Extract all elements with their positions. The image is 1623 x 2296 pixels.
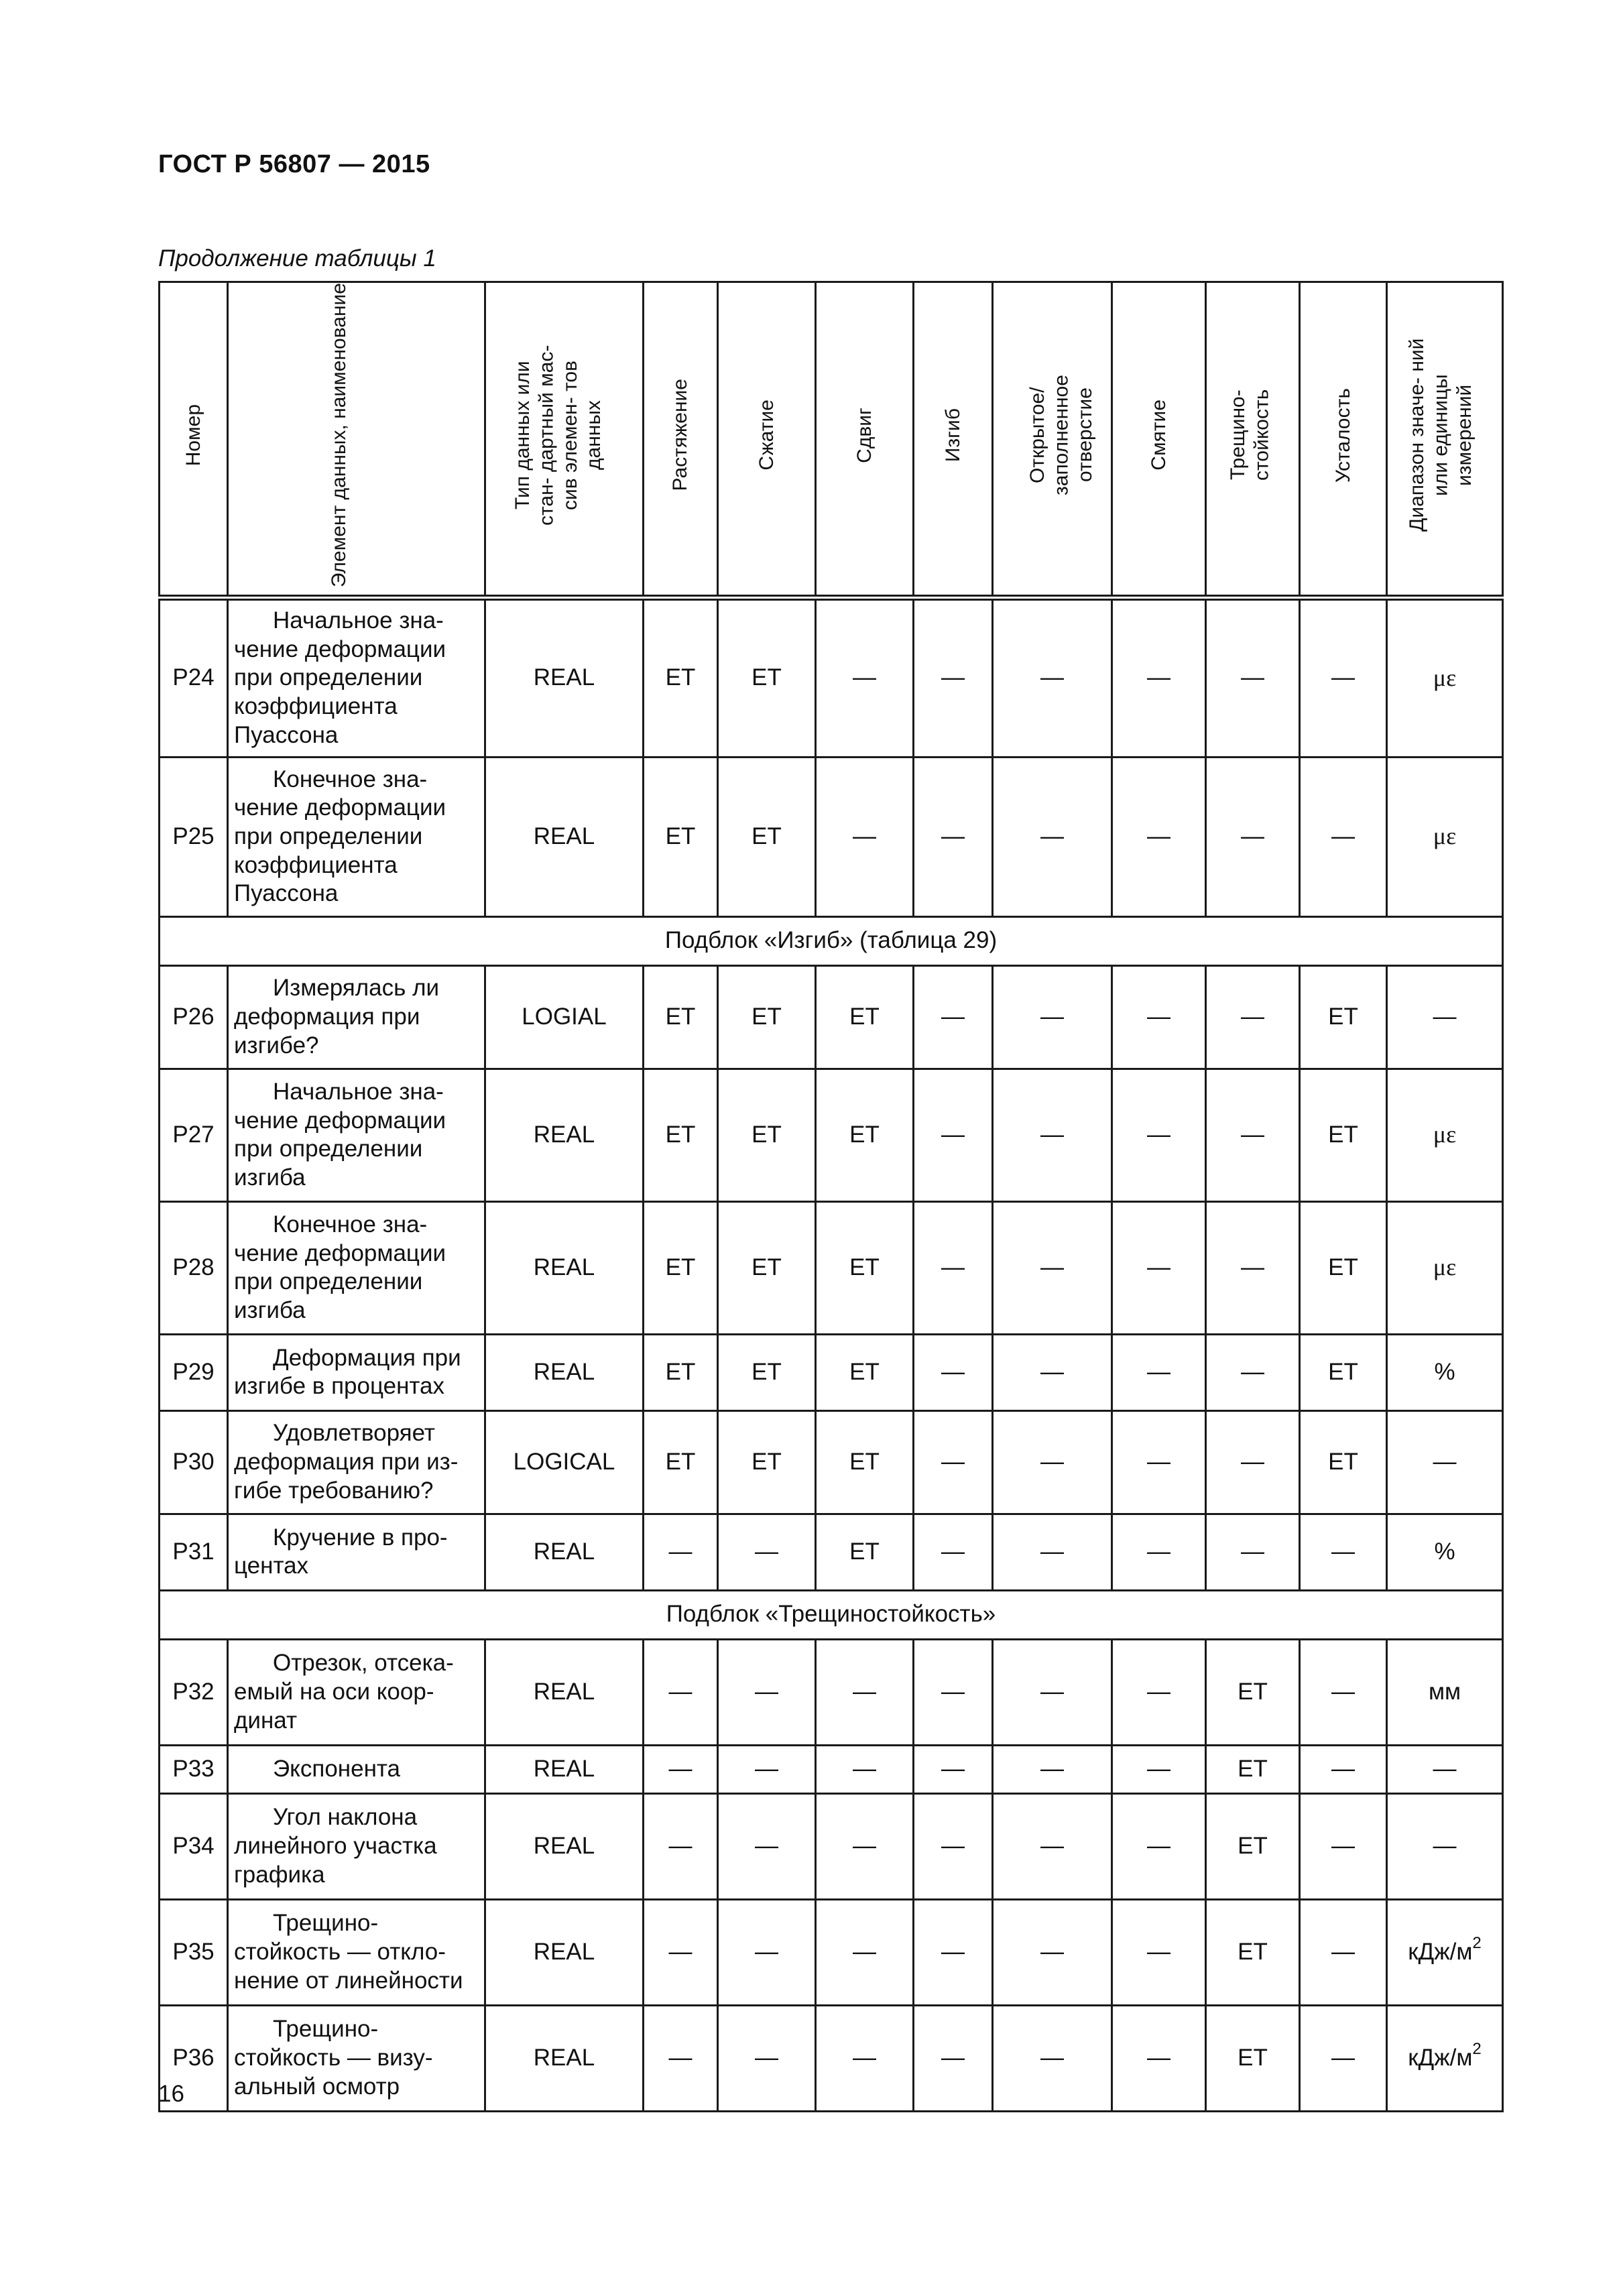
table-row [160,1514,1503,1590]
mark-bending: — [914,1793,993,1899]
table-caption: Продолжение таблицы 1 [158,245,436,271]
mark-open-hole: — [993,597,1112,757]
mark-shear: ET [816,1069,914,1201]
mark-shear: ET [816,1334,914,1410]
row-unit: % [1387,1334,1503,1410]
row-element-name: Кручение в про- центах [228,1514,485,1590]
mark-bearing: — [1112,965,1206,1069]
row-number: P27 [160,1069,228,1201]
mark-shear: — [816,1793,914,1899]
row-data-type: LOGIAL [485,965,644,1069]
mark-tension: ET [644,1201,718,1334]
mark-fatigue: — [1300,1899,1387,2005]
row-number: P35 [160,1899,228,2005]
row-data-type: REAL [485,757,644,916]
mark-tension: — [644,2005,718,2111]
row-data-type: REAL [485,597,644,757]
mark-open-hole: — [993,1069,1112,1201]
mark-fatigue: — [1300,1514,1387,1590]
row-element-name: Отрезок, отсека- емый на оси коор- динат [228,1639,485,1745]
page-number: 16 [158,2081,184,2107]
mark-fatigue: ET [1300,1334,1387,1410]
col-header-compression [718,282,816,598]
mark-shear: — [816,2005,914,2111]
mark-fatigue: — [1300,1639,1387,1745]
col-header-range-units [1387,282,1503,598]
col-header-label: Тип данных или стан- дартный мас- сив элемен- тов данных [511,345,605,526]
col-header-open-hole [993,282,1112,598]
mark-compression: ET [718,757,816,916]
table-body [160,597,1503,2111]
row-element-name: Начальное зна- чение деформации при определении изгиба [228,1069,485,1201]
mark-compression: — [718,2005,816,2111]
mark-tension: — [644,1899,718,2005]
row-unit: кДж/$м^2$ [1387,2005,1503,2111]
mark-open-hole: — [993,1201,1112,1334]
mark-compression: — [718,1639,816,1745]
mark-fracture-toughness: — [1206,1410,1300,1514]
table-row [160,1069,1503,1201]
row-number: P33 [160,1745,228,1793]
col-header-label: Изгиб [941,408,964,463]
document-header: ГОСТ Р 56807 — 2015 [158,150,430,178]
row-number: P28 [160,1201,228,1334]
mark-tension: ET [644,1069,718,1201]
table-row [160,1410,1503,1514]
mark-compression: ET [718,1201,816,1334]
mark-bearing: — [1112,2005,1206,2111]
section-title: Подблок «Изгиб» (таблица 29) [160,916,1503,965]
table-row [160,1793,1503,1899]
mark-fatigue: ET [1300,965,1387,1069]
row-unit: мм [1387,1639,1503,1745]
mark-tension: — [644,1639,718,1745]
row-number: P25 [160,757,228,916]
row-unit: — [1387,1410,1503,1514]
col-header-shear [816,282,914,598]
mark-fatigue: ET [1300,1201,1387,1334]
mark-fracture-toughness: ET [1206,1793,1300,1899]
col-header-label: Открытое/ заполненное отверстие [1026,375,1096,496]
row-data-type: REAL [485,1745,644,1793]
mark-bearing: — [1112,1334,1206,1410]
col-header-label: Растяжение [669,379,692,491]
mark-open-hole: — [993,1639,1112,1745]
mark-tension: ET [644,757,718,916]
mark-compression: ET [718,1069,816,1201]
row-element-name: Измерялась ли деформация при изгибе? [228,965,485,1069]
mark-shear: — [816,1899,914,2005]
mark-shear: — [816,1639,914,1745]
mark-bending: — [914,757,993,916]
mark-bending: — [914,1639,993,1745]
row-number: P24 [160,597,228,757]
row-data-type: REAL [485,1334,644,1410]
mark-shear: ET [816,1514,914,1590]
mark-bending: — [914,2005,993,2111]
data-elements-table [158,281,1504,2112]
mark-fatigue: ET [1300,1069,1387,1201]
mark-shear: ET [816,1201,914,1334]
mark-fracture-toughness: ET [1206,2005,1300,2111]
row-data-type: REAL [485,2005,644,2111]
table-row [160,1201,1503,1334]
col-header-label: Трещино- стойкость [1226,389,1272,481]
mark-open-hole: — [993,1514,1112,1590]
mark-fracture-toughness: — [1206,965,1300,1069]
mark-fatigue: — [1300,597,1387,757]
unit-exponent: 2 [1472,1934,1482,1953]
mark-bearing: — [1112,1899,1206,2005]
col-header-bending [914,282,993,598]
mark-fracture-toughness: ET [1206,1899,1300,2005]
microstrain-unit: με [1433,1254,1457,1281]
mark-tension: — [644,1745,718,1793]
mark-open-hole: — [993,1334,1112,1410]
mark-bearing: — [1112,597,1206,757]
mark-bearing: — [1112,1514,1206,1590]
mark-bearing: — [1112,1745,1206,1793]
mark-bending: — [914,1514,993,1590]
mark-tension: ET [644,965,718,1069]
row-number: P32 [160,1639,228,1745]
mark-compression: ET [718,965,816,1069]
mark-shear: — [816,597,914,757]
row-data-type: REAL [485,1069,644,1201]
row-data-type: REAL [485,1639,644,1745]
header-row [160,282,1503,598]
row-data-type: LOGICAL [485,1410,644,1514]
mark-open-hole: — [993,757,1112,916]
mark-bearing: — [1112,757,1206,916]
unit-exponent: 2 [1472,2040,1482,2059]
mark-bending: — [914,1745,993,1793]
mark-fracture-toughness: — [1206,757,1300,916]
mark-compression: ET [718,1334,816,1410]
row-unit [1387,757,1503,916]
mark-bearing: — [1112,1410,1206,1514]
row-unit [1387,1069,1503,1201]
mark-fatigue: — [1300,1793,1387,1899]
col-header-label: Усталость [1331,387,1354,483]
row-element-name: Экспонента [228,1745,485,1793]
table-row [160,1745,1503,1793]
row-data-type: REAL [485,1201,644,1334]
mark-bearing: — [1112,1201,1206,1334]
row-data-type: REAL [485,1899,644,2005]
mark-shear: — [816,1745,914,1793]
mark-fracture-toughness: — [1206,597,1300,757]
mark-compression: — [718,1899,816,2005]
mark-bending: — [914,1334,993,1410]
mark-bearing: — [1112,1793,1206,1899]
row-number: P31 [160,1514,228,1590]
row-element-name: Конечное зна- чение деформации при определении коэффициента Пуассона [228,757,485,916]
mark-fracture-toughness: ET [1206,1639,1300,1745]
col-header-bearing [1112,282,1206,598]
mark-bending: — [914,1201,993,1334]
mark-shear: ET [816,1410,914,1514]
mark-bending: — [914,1069,993,1201]
table-row [160,597,1503,757]
mark-compression: — [718,1745,816,1793]
col-header-number [160,282,228,598]
table-row [160,757,1503,916]
mark-bending: — [914,597,993,757]
col-header-label: Диапазон значе- ний или единицы измерений [1406,338,1476,532]
mark-bearing: — [1112,1639,1206,1745]
mark-fatigue: — [1300,1745,1387,1793]
mark-tension: — [644,1793,718,1899]
mark-fracture-toughness: — [1206,1334,1300,1410]
row-element-name: Трещино- стойкость — откло- нение от линейности [228,1899,485,2005]
col-header-datatype [485,282,644,598]
table-row [160,1639,1503,1745]
col-header-label: Смятие [1147,400,1170,471]
mark-open-hole: — [993,2005,1112,2111]
col-header-label: Сжатие [755,400,778,471]
microstrain-unit: με [1433,1121,1457,1148]
col-header-label: Элемент данных, наименование [327,283,350,588]
mark-open-hole: — [993,1899,1112,2005]
row-number: P26 [160,965,228,1069]
mark-bending: — [914,1410,993,1514]
mark-fracture-toughness: — [1206,1514,1300,1590]
mark-bearing: — [1112,1069,1206,1201]
mark-fracture-toughness: ET [1206,1745,1300,1793]
table-row [160,965,1503,1069]
row-element-name: Трещино- стойкость — визу- альный осмотр [228,2005,485,2111]
row-element-name: Начальное зна- чение деформации при определении коэффициента Пуассона [228,597,485,757]
row-element-name: Угол наклона линейного участка графика [228,1793,485,1899]
table-row [160,1334,1503,1410]
mark-open-hole: — [993,965,1112,1069]
mark-tension: ET [644,1334,718,1410]
mark-tension: ET [644,1410,718,1514]
mark-tension: ET [644,597,718,757]
row-element-name: Удовлетворяет деформация при из- гибе требованию? [228,1410,485,1514]
row-unit: кДж/$м^2$ [1387,1899,1503,2005]
section-title: Подблок «Трещиностойкость» [160,1590,1503,1639]
mark-bending: — [914,965,993,1069]
col-header-element [228,282,485,598]
row-number: P29 [160,1334,228,1410]
table-row [160,1899,1503,2005]
row-data-type: REAL [485,1793,644,1899]
col-header-label: Сдвиг [853,407,876,463]
row-unit: — [1387,965,1503,1069]
row-element-name: Конечное зна- чение деформации при определении изгиба [228,1201,485,1334]
mark-fatigue: — [1300,2005,1387,2111]
mark-shear: — [816,757,914,916]
col-header-label: Номер [182,404,204,467]
mark-compression: — [718,1793,816,1899]
mark-compression: ET [718,1410,816,1514]
col-header-fracture-toughness [1206,282,1300,598]
row-unit [1387,1201,1503,1334]
row-unit: % [1387,1514,1503,1590]
row-data-type: REAL [485,1514,644,1590]
mark-compression: ET [718,597,816,757]
row-element-name: Деформация при изгибе в процентах [228,1334,485,1410]
mark-compression: — [718,1514,816,1590]
mark-fatigue: — [1300,757,1387,916]
mark-shear: ET [816,965,914,1069]
mark-bending: — [914,1899,993,2005]
mark-fatigue: ET [1300,1410,1387,1514]
mark-open-hole: — [993,1410,1112,1514]
section-row [160,916,1503,965]
mark-open-hole: — [993,1745,1112,1793]
col-header-tension [644,282,718,598]
table-row [160,2005,1503,2111]
row-unit [1387,597,1503,757]
row-unit: — [1387,1745,1503,1793]
row-number: P30 [160,1410,228,1514]
col-header-fatigue [1300,282,1387,598]
row-unit: — [1387,1793,1503,1899]
microstrain-unit: με [1433,823,1457,850]
mark-fracture-toughness: — [1206,1069,1300,1201]
section-row [160,1590,1503,1639]
microstrain-unit: με [1433,664,1457,691]
mark-fracture-toughness: — [1206,1201,1300,1334]
mark-open-hole: — [993,1793,1112,1899]
mark-tension: — [644,1514,718,1590]
row-number: P34 [160,1793,228,1899]
row-number: P36 [160,2005,228,2111]
